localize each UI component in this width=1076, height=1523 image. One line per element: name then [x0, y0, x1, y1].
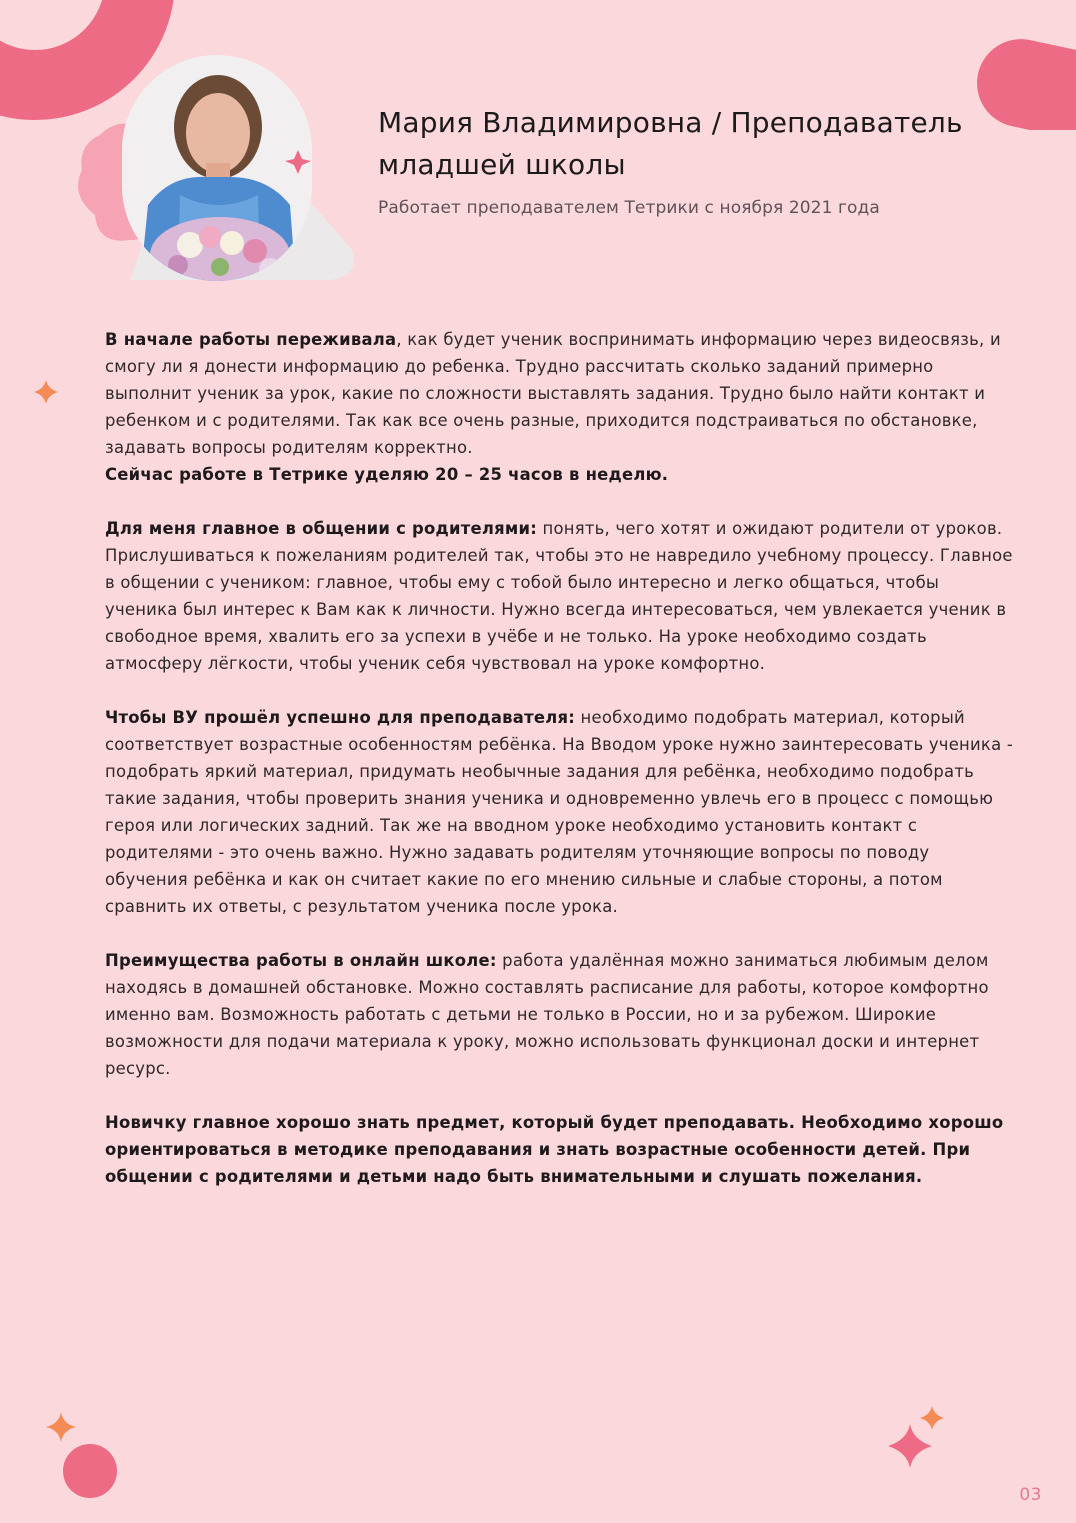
- page-subtitle: Работает преподавателем Тетрики с ноября 2021 года: [378, 198, 880, 218]
- paragraph-4: [105, 947, 1017, 1082]
- paragraph-lead: Преимущества работы в онлайн школе:: [105, 951, 497, 970]
- bottom-left-sparkle-icon: [44, 1410, 78, 1444]
- paragraph-text: работа удалённая можно заниматься любимым делом находясь в домашней обстановке. Можно составлять расписание для работы, которое комфортно именно вам. Возможность работать с детьми не только в России, но и за рубежом. Широкие возможности для подачи материала к уроку, можно использовать функционал доски и интернет ресурс.: [105, 951, 989, 1078]
- paragraph-lead: Для меня главное в общении с родителями:: [105, 519, 538, 538]
- paragraph-2: [105, 515, 1017, 677]
- paragraph-1: [105, 326, 1017, 488]
- paragraph-3: [105, 704, 1017, 920]
- teacher-photo-graphic: [60, 55, 370, 295]
- page-number: 03: [1019, 1485, 1042, 1505]
- paragraph-5: [105, 1109, 1017, 1190]
- teacher-photo-block: [60, 55, 370, 295]
- paragraph-tail: Сейчас работе в Тетрике уделяю 20 – 25 часов в неделю.: [105, 465, 669, 484]
- paragraph-lead: Чтобы ВУ прошёл успешно для преподавателя:: [105, 708, 576, 727]
- bottom-right-sparkles-icon: [886, 1404, 948, 1472]
- bottom-left-circle-decoration: [62, 1443, 118, 1499]
- paragraph-text: необходимо подобрать материал, который соответствует возрастные особенностям ребёнка. На Вводом уроке нужно заинтересовать ученика - подобрать яркий материал, придумать необычные задания для ребёнка, необходимо подобрать такие задания, чтобы проверить знания ученика и одновременно увлечь его в процесс с помощью героя или логических задний. Так же на вводном уроке необходимо установить контакт с родителями - это очень важно. Нужно задавать родителям уточняющие вопросы по поводу обучения ребёнка и как он считает какие по его мнению сильные и слабые стороны, а потом сравнить их ответы, с результатом ученика после урока.: [105, 708, 1013, 916]
- paragraph-text: понять, чего хотят и ожидают родители от уроков. Прислушиваться к пожеланиям родителей так, чтобы это не навредило учебному процессу. Главное в общении с учеником: главное, чтобы ему с тобой было интересно и легко общаться, чтобы ученика был интерес к Вам как к личности. Нужно всегда интересоваться, чем увлекается ученик в свободное время, хвалить его за успехи в учёбе и не только. На уроке необходимо создать атмосферу лёгкости, чтобы ученик себя чувствовал на уроке комфортно.: [105, 519, 1013, 673]
- paragraph-lead: Новичку главное хорошо знать предмет, который будет преподавать. Необходимо хорошо ориентироваться в методике преподавания и знать возрастные особенности детей. При общении с родителями и детьми надо быть внимательными и слушать пожелания.: [105, 1113, 1004, 1186]
- orange-sparkle-icon: [32, 378, 60, 406]
- paragraph-text: , как будет ученик воспринимать информацию через видеосвязь, и смогу ли я донести информацию до ребенка. Трудно рассчитать сколько заданий примерно выполнит ученик за урок, какие по сложности выставлять задания. Трудно было найти контакт и ребенком и с родителями. Так как все очень разные, приходится подстраиваться по обстановке, задавать вопросы родителям корректно.: [105, 330, 1001, 457]
- page-title: Мария Владимировна / Преподаватель младшей школы: [378, 106, 963, 181]
- paragraph-lead: В начале работы переживала: [105, 330, 397, 349]
- testimonial-body: [105, 326, 1017, 1217]
